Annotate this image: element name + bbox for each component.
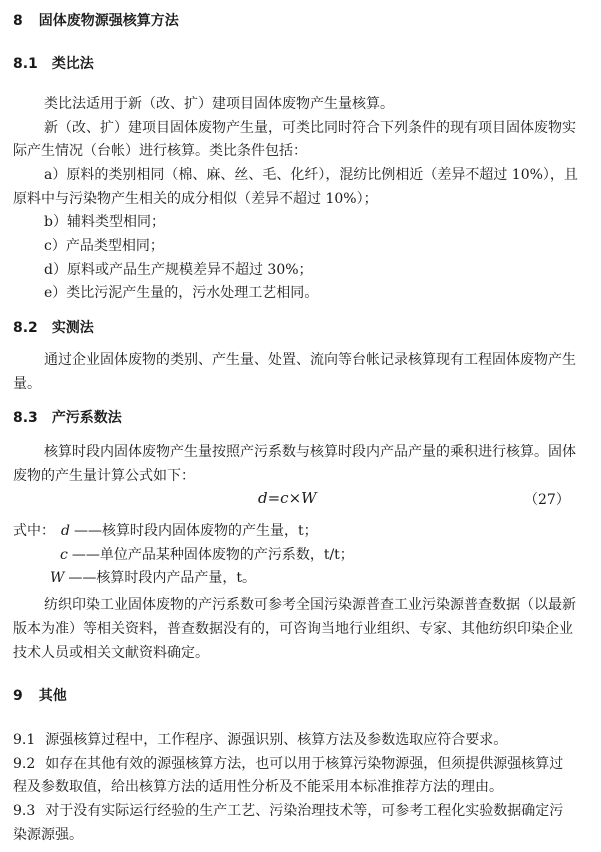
variable-symbol: c — [60, 547, 68, 563]
section-8-number: 8 — [13, 13, 23, 29]
clause-9-2 — [13, 754, 563, 774]
variable-definition-c — [60, 545, 354, 565]
clause-text: 源强核算过程中，工作程序、源强识别、核算方法及参数选取应符合要求。 — [45, 732, 508, 748]
paragraph-line: 际产生情况（台帐）进行核算。类比条件包括： — [13, 143, 307, 159]
variable-definition-d — [13, 521, 318, 541]
section-8-1-number: 8.1 — [13, 56, 38, 72]
section-8-title: 固体废物源强核算方法 — [38, 13, 179, 29]
list-item-d: d）原料或产品生产规模差异不超过 30%； — [44, 262, 313, 278]
list-item-a-continued: 原料中与污染物产生相关的成分相似（差异不超过 10%）； — [13, 191, 378, 207]
section-8-2-heading — [13, 318, 94, 338]
variable-description: ——核算时段内固体废物的产生量，t； — [73, 523, 318, 539]
paragraph-line: 废物的产生量计算公式如下： — [13, 468, 195, 484]
paragraph-line: 量。 — [13, 376, 41, 392]
variable-definition-w — [50, 568, 256, 588]
paragraph-line: 核算时段内固体废物产生量按照产污系数与核算时段内产品产量的乘积进行核算。固体 — [44, 444, 576, 460]
clause-number: 9.3 — [13, 803, 36, 819]
variable-symbol: d — [61, 523, 70, 539]
clause-number: 9.1 — [13, 732, 36, 748]
list-item-e: e）类比污泥产生量的，污水处理工艺相同。 — [44, 285, 319, 301]
section-8-1-title: 类比法 — [51, 56, 94, 72]
clause-9-1 — [13, 730, 507, 750]
paragraph-line: 版本为准）等相关资料，普查数据没有的，可咨询当地行业组织、专家、其他纺织印染企业 — [13, 621, 573, 637]
where-label: 式中： — [13, 523, 55, 539]
clause-text: 如存在其他有效的源强核算方法，也可以用于核算污染物源强，但须提供源强核算过 — [45, 756, 564, 772]
section-8-2-title: 实测法 — [51, 320, 94, 336]
variable-description: ——核算时段内产品产量，t。 — [68, 570, 257, 586]
paragraph-line: 技术人员或相关文献资料确定。 — [13, 645, 209, 661]
formula-row — [0, 489, 601, 511]
list-item-c: c）产品类型相同； — [44, 238, 164, 254]
paragraph-line: 类比法适用于新（改、扩）建项目固体废物产生量核算。 — [44, 96, 394, 112]
paragraph-line: 新（改、扩）建项目固体废物产生量，可类比同时符合下列条件的现有项目固体废物实 — [44, 120, 576, 136]
section-8-2-number: 8.2 — [13, 320, 38, 336]
clause-9-3 — [13, 801, 563, 821]
section-8-3-title: 产污系数法 — [51, 410, 122, 426]
equation-number: （27） — [524, 492, 570, 508]
variable-description: ——单位产品某种固体废物的产污系数，t/t； — [71, 547, 354, 563]
variable-symbol: W — [50, 570, 65, 586]
section-9-title: 其他 — [38, 688, 67, 704]
section-8-1-heading — [13, 54, 94, 74]
list-item-b: b）辅料类型相同； — [44, 214, 165, 230]
formula: d=c×W — [258, 489, 317, 507]
section-8-heading — [13, 11, 179, 31]
list-item-a: a）原料的类别相同（棉、麻、丝、毛、化纤），混纺比例相近（差异不超过 10%），且 — [44, 167, 578, 183]
paragraph-line: 通过企业固体废物的类别、产生量、处置、流向等台帐记录核算现有工程固体废物产生 — [44, 352, 576, 368]
paragraph-line: 纺织印染工业固体废物的产污系数可参考全国污染源普查工业污染源普查数据（以最新 — [44, 597, 576, 613]
clause-9-3-continued: 染源源强。 — [13, 827, 83, 843]
section-9-heading — [13, 686, 67, 706]
section-8-3-number: 8.3 — [13, 410, 38, 426]
section-8-3-heading — [13, 408, 122, 428]
clause-number: 9.2 — [13, 756, 36, 772]
clause-9-2-continued: 程及参数取值，给出核算方法的适用性分析及不能采用本标准推荐方法的理由。 — [13, 779, 503, 795]
clause-text: 对于没有实际运行经验的生产工艺、污染治理技术等，可参考工程化实验数据确定污 — [45, 803, 564, 819]
section-9-number: 9 — [13, 688, 23, 704]
